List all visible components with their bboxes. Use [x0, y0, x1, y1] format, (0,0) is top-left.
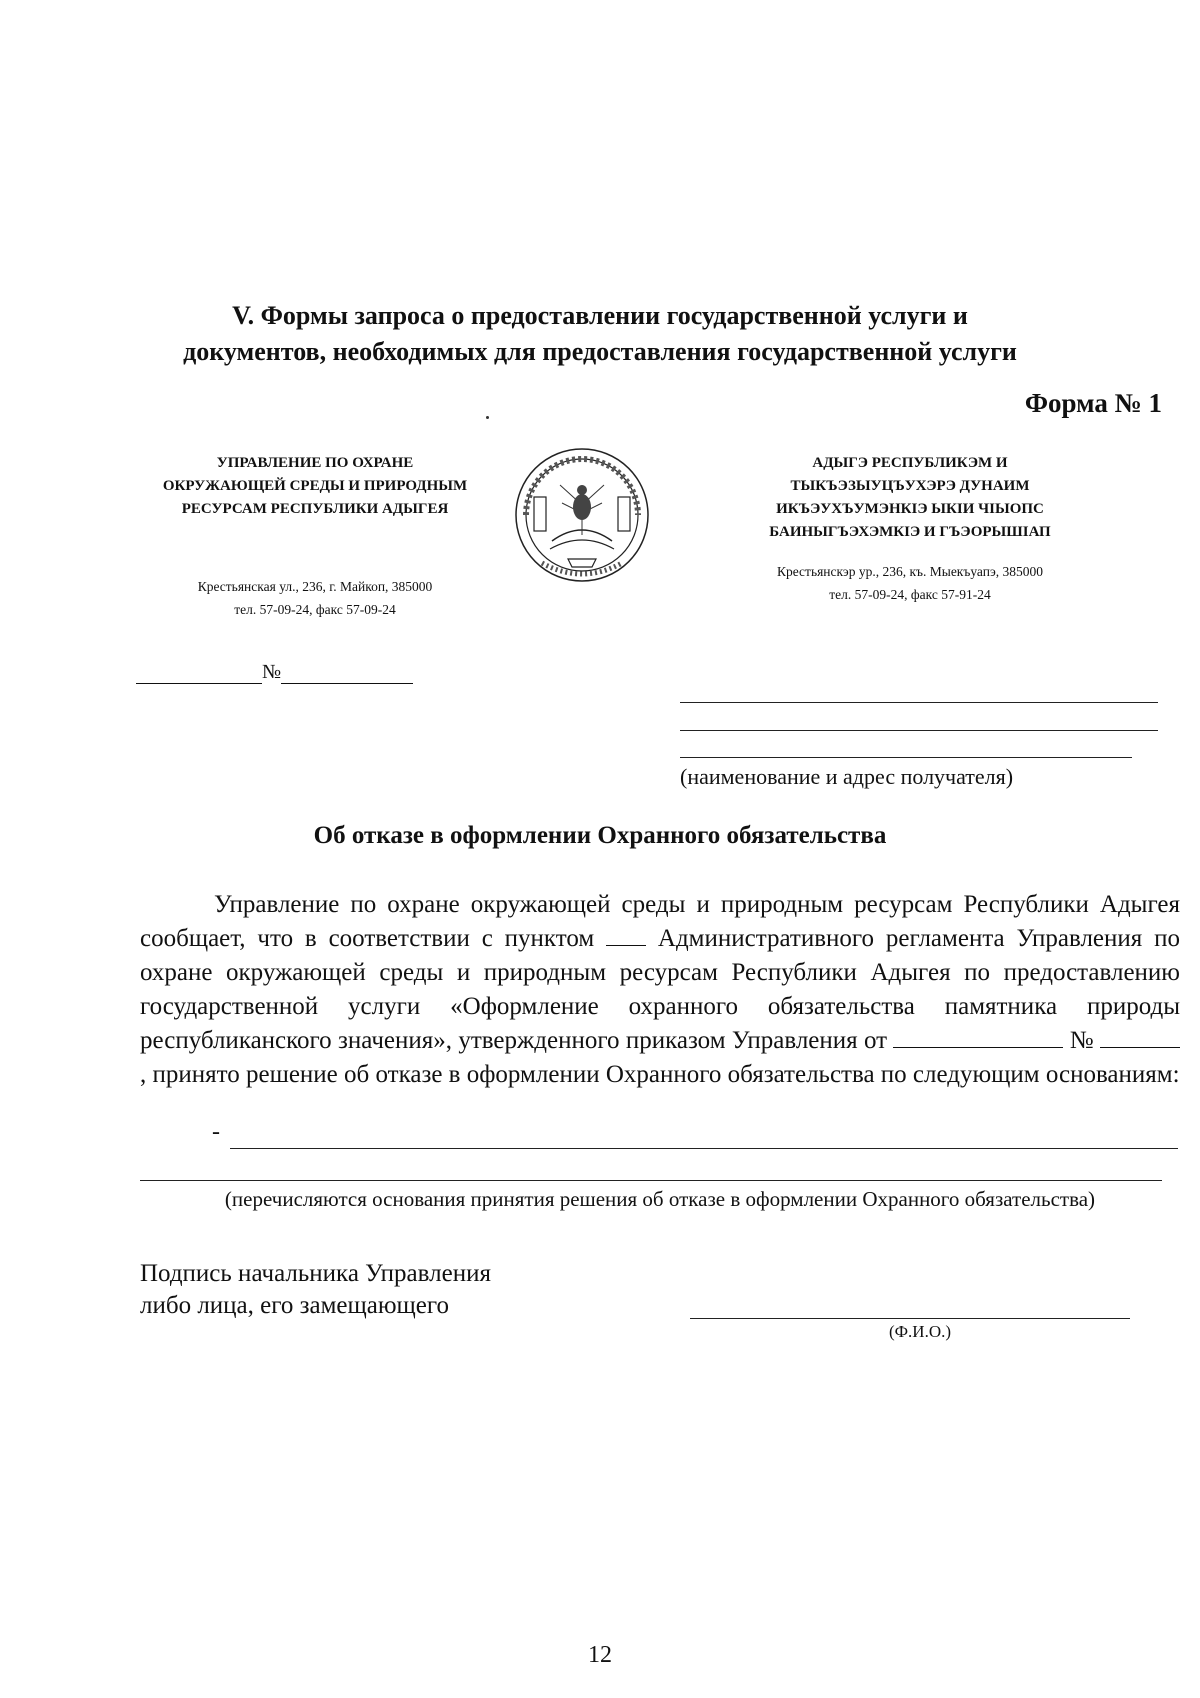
body-text-part4: , принято решение об отказе в оформлении Охранного обязательства по следующим основаниям: — [140, 1061, 1180, 1088]
right-address: Крестьянскэр ур., 236, къ. Мыекъуапэ, 385000 — [776, 564, 1044, 579]
body-text-part3: № — [1069, 1027, 1094, 1054]
left-org-line: УПРАВЛЕНИЕ ПО ОХРАНЕ — [216, 455, 414, 471]
recipient-caption: (наименование и адрес получателя) — [680, 764, 1014, 789]
body-text-part2: Административного регламента Управления по охране окружающей среды и природным ресурсам Республики Адыгея по предоставлению государственной услуги «Оформление охранного обязательства памятника природы республиканского значения», утвержденного приказом Управления от — [140, 925, 1181, 1054]
body-text-part1: Управление по охране окружающей среды и природным ресурсам Республики Адыгея сообщает, что в соответствии с пунктом — [140, 891, 1180, 952]
order-date-blank[interactable] — [893, 1025, 1063, 1048]
section-title — [160, 298, 1040, 370]
registration-date-blank[interactable] — [136, 665, 262, 684]
signature-line[interactable] — [690, 1318, 1130, 1319]
reasons-line[interactable] — [140, 1180, 1162, 1181]
registration-number-blank[interactable] — [281, 665, 413, 684]
right-org-line: АДЫГЭ РЕСПУБЛИКЭМ И — [812, 455, 1008, 471]
document-body — [140, 888, 1180, 1092]
reasons-dash: - — [212, 1119, 220, 1145]
page-number: 12 — [588, 1642, 612, 1668]
signature-label-line1: Подпись начальника Управления — [140, 1260, 491, 1287]
right-org-line: ИКЪЭУХЪУМЭНКIЭ ЫКIИ ЧIЫОПС — [776, 501, 1044, 517]
stray-dot — [486, 416, 489, 419]
recipient-line[interactable] — [680, 757, 1132, 758]
letterhead-left-address — [140, 575, 490, 621]
right-org-line: ТЫКЪЭЗЫУЦЪУХЭРЭ ДУНАИМ — [790, 478, 1030, 494]
signature-label-line2: либо лица, его замещающего — [140, 1292, 450, 1319]
section-title-line1: V. Формы запроса о предоставлении государственной услуги и — [232, 301, 968, 330]
recipient-line[interactable] — [680, 730, 1158, 731]
letterhead-right-org — [720, 452, 1100, 544]
right-org-line: БАИНЫГЪЭХЭМКIЭ И ГЪЭОРЫШIАП — [769, 524, 1051, 540]
left-org-line: ОКРУЖАЮЩЕЙ СРЕДЫ И ПРИРОДНЫМ — [162, 478, 468, 494]
registration-field[interactable] — [136, 660, 436, 684]
document-title: Об отказе в оформлении Охранного обязательства — [313, 822, 887, 849]
emblem-icon — [512, 445, 652, 585]
recipient-line[interactable] — [680, 702, 1158, 703]
section-title-line2: документов, необходимых для предоставления государственной услуги — [183, 337, 1017, 366]
form-number: Форма № 1 — [1024, 388, 1162, 418]
registration-number-sign: № — [262, 661, 282, 683]
reasons-line[interactable] — [230, 1148, 1178, 1149]
letterhead-right-address — [720, 560, 1100, 606]
clause-number-blank[interactable] — [606, 923, 646, 946]
letterhead-left-org — [140, 452, 490, 521]
left-phone: тел. 57-09-24, факс 57-09-24 — [234, 602, 396, 617]
reasons-caption: (перечисляются основания принятия решения об отказе в оформлении Охранного обязательства) — [224, 1187, 1096, 1211]
left-address: Крестьянская ул., 236, г. Майкоп, 385000 — [197, 579, 433, 594]
right-phone: тел. 57-09-24, факс 57-91-24 — [829, 587, 991, 602]
left-org-line: РЕСУРСАМ РЕСПУБЛИКИ АДЫГЕЯ — [181, 501, 449, 517]
order-number-blank[interactable] — [1100, 1025, 1180, 1048]
fio-caption: (Ф.И.О.) — [888, 1322, 952, 1341]
signature-label — [140, 1258, 660, 1322]
